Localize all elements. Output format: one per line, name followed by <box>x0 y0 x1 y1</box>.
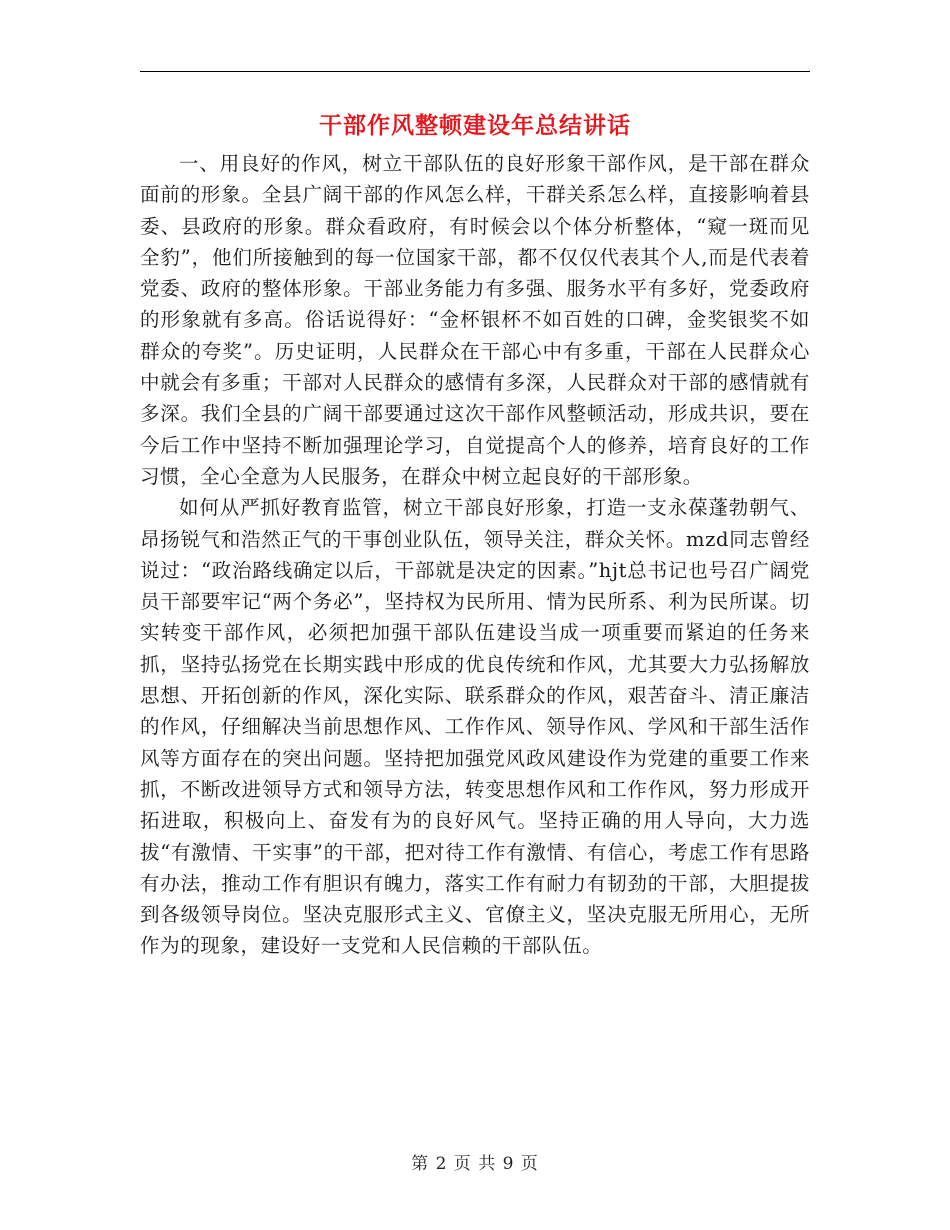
page-number-footer: 第 2 页 共 9 页 <box>411 1154 539 1174</box>
paragraph-2: 如何从严抓好教育监管，树立干部良好形象，打造一支永葆蓬勃朝气、昂扬锐气和浩然正气的干事创业队伍，领导关注，群众关怀。mzd同志曾经说过：“政治路线确定以后，干部就是决定的因素。”hjt总书记也号召广阔党员干部要牢记“两个务必”，坚持权为民所用、情为民所系、利为民所谋。切实转变干部作风，必须把加强干部队伍建设当成一项重要而紧迫的任务来抓，坚持弘扬党在长期实践中形成的优良传统和作风，尤其要大力弘扬解放思想、开拓创新的作风，深化实际、联系群众的作风，艰苦奋斗、清正廉洁的作风，仔细解决当前思想作风、工作作风、领导作风、学风和干部生活作风等方面存在的突出问题。坚持把加强党风政风建设作为党建的重要工作来抓，不断改进领导方式和领导方法，转变思想作风和工作作风，努力形成开拓进取，积极向上、奋发有为的良好风气。坚持正确的用人导向，大力选拔“有激情、干实事”的干部，把对待工作有激情、有信心，考虑工作有思路有办法，推动工作有胆识有魄力，落实工作有耐力有韧劲的干部，大胆提拔到各级领导岗位。坚决克服形式主义、官僚主义，坚决克服无所用心，无所作为的现象，建设好一支党和人民信赖的干部队伍。 <box>140 496 810 958</box>
header-rule <box>140 71 810 72</box>
document-title: 干部作风整顿建设年总结讲话 <box>319 113 631 139</box>
paragraph-1: 一、用良好的作风，树立干部队伍的良好形象干部作风，是干部在群众面前的形象。全县广阔干部的作风怎么样，干群关系怎么样，直接影响着县委、县政府的形象。群众看政府，有时候会以个体分析整体，“窥一斑而见全豹”，他们所接触到的每一位国家干部，都不仅仅代表其个人,而是代表着党委、政府的整体形象。干部业务能力有多强、服务水平有多好，党委政府的形象就有多高。俗话说得好：“金杯银杯不如百姓的口碑，金奖银奖不如群众的夸奖”。历史证明，人民群众在干部心中有多重，干部在人民群众心中就会有多重；干部对人民群众的感情有多深，人民群众对干部的感情就有多深。我们全县的广阔干部要通过这次干部作风整顿活动，形成共识，要在今后工作中坚持不断加强理论学习，自觉提高个人的修养，培育良好的工作习惯，全心全意为人民服务，在群众中树立起良好的干部形象。 <box>140 152 810 488</box>
document-body <box>140 148 810 962</box>
